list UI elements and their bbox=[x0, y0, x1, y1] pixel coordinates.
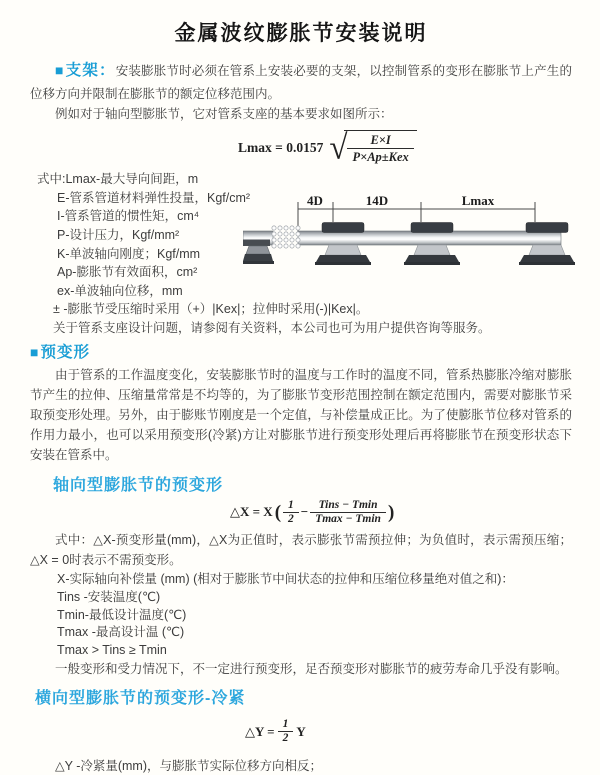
radical-sign: √ bbox=[329, 128, 348, 167]
radicand bbox=[344, 130, 416, 166]
support-intro-paragraph bbox=[30, 59, 572, 104]
open-paren: ( bbox=[274, 501, 282, 523]
lmax-formula bbox=[238, 130, 572, 166]
plus-minus-note: ± -膨胀节受压缩时采用（+）|Kex|；拉伸时采用(-)|Kex|。 bbox=[53, 302, 369, 317]
pipe-support-diagram bbox=[243, 192, 595, 292]
definition-item: 式中:Lmax-最大导向间距，m bbox=[37, 172, 199, 187]
formula-denominator: P×Ap±Kex bbox=[352, 150, 409, 165]
axial-formula-lhs: △X = X bbox=[230, 504, 273, 520]
definition-item: K-单波轴向刚度；Kgf/mm bbox=[57, 246, 201, 261]
pipe-main bbox=[298, 231, 561, 245]
y-definition-text: △Y -冷紧量(mm)，与膨胀节实际位移方向相反； bbox=[55, 758, 323, 773]
anchor-support bbox=[243, 240, 274, 265]
temp-fraction-denominator: Tmax − Tmin bbox=[315, 512, 381, 525]
support-example-text: 例如对于轴向型膨胀节，它对管系支座的基本要求如图所示： bbox=[55, 106, 393, 121]
section-support-heading: 支架： bbox=[65, 62, 116, 79]
predeform-body-text: 由于管系的工作温度变化，安装膨胀节时的温度与工作时的温度不同，管系热膨胀冷缩对膨胀节产生的拉伸、压缩量常常是不均等的，为了膨胀节变形范围控制在额定范围内，需要对膨胀节采取预变形处理。另外，由于膨账节刚度是一个定值，与补偿量成正比。为了使膨胀节位移对管系的作用力最小，也可以采用预变形(冷紧)方让对膨胀节进行预变形处理后再将膨胀节在预变形状态下安装在管系中。 bbox=[30, 367, 572, 462]
axial-formula bbox=[230, 499, 572, 526]
definition-item: ex-单波轴向位移，mm bbox=[57, 283, 183, 298]
axial-note-text: 一般变形和受力情况下，不一定进行预变形，足否预变形对膨胀节的疲劳寿命几乎没有影响。 bbox=[55, 662, 568, 677]
temperature-fraction bbox=[310, 499, 386, 526]
section-predeform-label: 预变形 bbox=[40, 344, 90, 362]
axial-subheading: 轴向型膨胀节的预变形 bbox=[53, 476, 224, 494]
temp-fraction-numerator: Tins − Tmin bbox=[310, 499, 386, 513]
support-diagram-svg bbox=[243, 192, 595, 292]
dim-label-4d: 4D bbox=[307, 193, 323, 208]
tmax-definition: Tmax -最高设计温 (℃) bbox=[57, 625, 185, 640]
service-note: 关于管系支座设计问题，请参阅有关资料，本公司也可为用户提供咨询等服务。 bbox=[53, 321, 491, 336]
x-definition-text: X-实际轴向补偿量 (mm) (相对于膨胀节中间状态的拉伸和压缩位移量绝对值之和)： bbox=[57, 572, 514, 587]
temperature-relation: Tmax > Tins ≥ Tmin bbox=[57, 642, 167, 657]
section-square-icon: ■ bbox=[30, 344, 39, 361]
formula-numerator: E×I bbox=[347, 132, 413, 149]
definition-item: I-管系管道的惯性矩，cm⁴ bbox=[57, 209, 200, 224]
definition-item: Ap-膨胀节有效面积，cm² bbox=[57, 265, 198, 280]
lateral-subheading: 横向型膨胀节的预变形-冷紧 bbox=[35, 690, 246, 708]
definition-item: P-设计压力，Kgf/mm² bbox=[57, 228, 180, 243]
tmin-definition: Tmin-最低设计温度(℃) bbox=[57, 607, 187, 622]
minus-sign: − bbox=[300, 504, 309, 520]
dim-label-lmax: Lmax bbox=[461, 193, 495, 208]
lateral-formula bbox=[245, 718, 572, 745]
definition-item: E-管系管道材料弹性投量，Kgf/cm² bbox=[57, 190, 251, 205]
axial-explain-text: 式中：△X-预变形量(mm)，△X为正值时，表示膨张节需预拉伸；为负值时，表示需预压缩；△X = 0时表示不需预变形。 bbox=[30, 533, 572, 568]
bellows-icon bbox=[272, 226, 300, 248]
one-half-fraction: $\frac{1}{2}$ bbox=[278, 718, 294, 745]
page-title: 金属波纹膨胀节安装说明 bbox=[174, 22, 428, 45]
one-half-fraction: $\frac{1}{2}$ bbox=[283, 499, 299, 526]
support-intro-text: 安装膨胀节时必须在管系上安装必要的支架，以控制管系的变形在膨胀节上产生的位移方向并限制在膨胀节的额定位移范围内。 bbox=[30, 64, 572, 101]
lateral-formula-lhs: △Y = bbox=[245, 723, 275, 739]
lateral-formula-rhs: Y bbox=[296, 723, 306, 739]
section-square-icon: ■ bbox=[55, 62, 64, 78]
predeform-section-heading bbox=[30, 341, 572, 364]
dim-label-14d: 14D bbox=[365, 193, 389, 208]
tins-definition: Tins -安装温度(℃) bbox=[57, 590, 161, 605]
close-paren: ) bbox=[387, 501, 395, 523]
formula-lhs: Lmax = 0.0157 bbox=[238, 139, 324, 155]
